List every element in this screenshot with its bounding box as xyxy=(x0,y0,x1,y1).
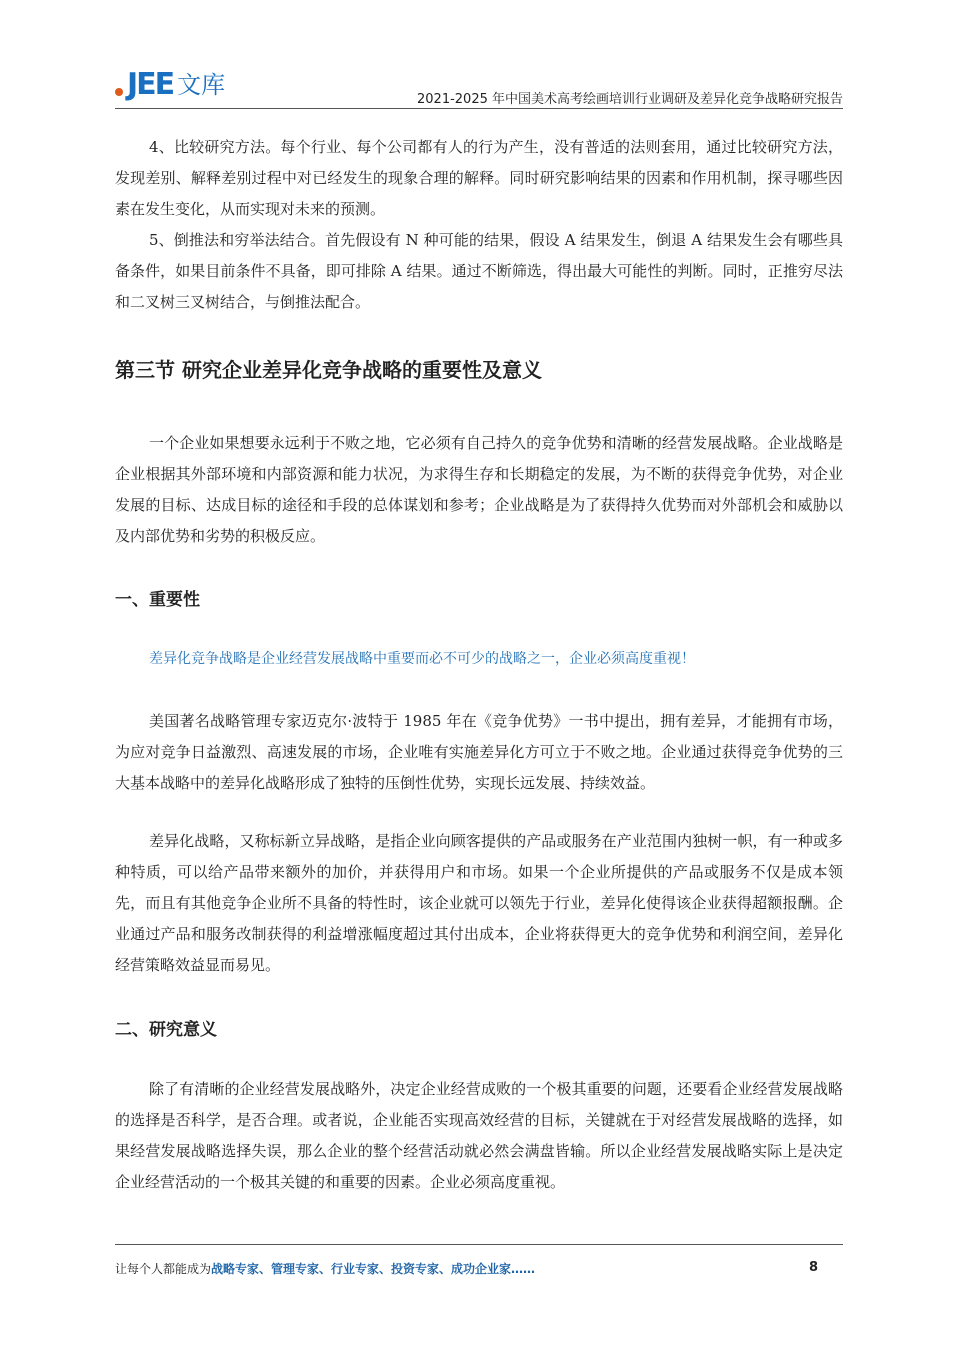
brand-logo xyxy=(115,68,225,102)
header-divider xyxy=(115,108,843,109)
page-number: 8 xyxy=(808,1260,818,1275)
paragraph-significance: 除了有清晰的企业经营发展战略外，决定企业经营成败的一个极其重要的问题，还要看企业经营发展战略的选择是否科学，是否合理。或者说，企业能否实现高效经营的目标，关键就在于对经营发展战略的选择，如果经营发展战略选择失误，那么企业的整个经营活动就必然会满盘皆输。所以企业经营发展战略实际上是决定企业经营活动的一个极其关键的和重要的因素。企业必须高度重视。 xyxy=(115,1080,843,1191)
document-title: 2021-2025 年中国美术高考绘画培训行业调研及差异化竞争战略研究报告 xyxy=(417,92,843,107)
page-footer xyxy=(115,1260,843,1280)
highlight-statement: 差异化竞争战略是企业经营发展战略中重要而必不可少的战略之一，企业必须高度重视！ xyxy=(149,651,695,667)
subsection-title-significance: 二、研究意义 xyxy=(115,1020,217,1040)
footer-slogan-lead: 让每个人都能成为 xyxy=(115,1262,212,1276)
footer-slogan-roles: 战略专家、管理专家、行业专家、投资专家、成功企业家…… xyxy=(211,1262,536,1276)
paragraph-porter: 美国著名战略管理专家迈克尔·波特于 1985 年在《竞争优势》一书中提出，拥有差异，才能拥有市场，为应对竞争日益激烈、高速发展的市场，企业唯有实施差异化方可立于不败之地。企业通过获得竞争优势的三大基本战略中的差异化战略形成了独特的压倒性优势，实现长远发展、持续效益。 xyxy=(115,712,843,792)
logo-mark: JEE xyxy=(127,67,174,102)
paragraph-intro: 一个企业如果想要永远利于不败之地，它必须有自己持久的竞争优势和清晰的经营发展战略。企业战略是企业根据其外部环境和内部资源和能力状况，为求得生存和长期稳定的发展，为不断的获得竞争优势，对企业发展的目标、达成目标的途径和手段的总体谋划和参考；企业战略是为了获得持久优势而对外部机会和威胁以及内部优势和劣势的积极反应。 xyxy=(115,434,843,545)
page-header xyxy=(115,64,843,110)
paragraph-differentiation: 差异化战略，又称标新立异战略，是指企业向顾客提供的产品或服务在产业范围内独树一帜，有一种或多种特质，可以给产品带来额外的加价，并获得用户和市场。如果一个企业所提供的产品或服务不仅是成本领先，而且有其他竞争企业所不具备的特性时，该企业就可以领先于行业，差异化使得该企业获得超额报酬。企业通过产品和服务改制获得的利益增涨幅度超过其付出成本，企业将获得更大的竞争优势和利润空间，差异化经营策略效益显而易见。 xyxy=(115,832,843,974)
subsection-title-importance: 一、重要性 xyxy=(115,590,200,610)
section-title: 第三节 研究企业差异化竞争战略的重要性及意义 xyxy=(115,358,542,382)
footer-divider xyxy=(115,1244,843,1245)
logo-dot-icon xyxy=(115,88,123,96)
paragraph-method-5: 5、倒推法和穷举法结合。首先假设有 N 种可能的结果，假设 A 结果发生，倒退 A 结果发生会有哪些具备条件，如果目前条件不具备，即可排除 A 结果。通过不断筛选，得出最大可能性的判断。同时，正推穷尽法和二叉树三叉树结合，与倒推法配合。 xyxy=(115,231,843,311)
paragraph-method-4: 4、比较研究方法。每个行业、每个公司都有人的行为产生，没有普适的法则套用，通过比较研究方法，发现差别、解释差别过程中对已经发生的现象合理的解释。同时研究影响结果的因素和作用机制，探寻哪些因素在发生变化，从而实现对未来的预测。 xyxy=(115,138,843,218)
logo-text: 文库 xyxy=(177,71,226,99)
